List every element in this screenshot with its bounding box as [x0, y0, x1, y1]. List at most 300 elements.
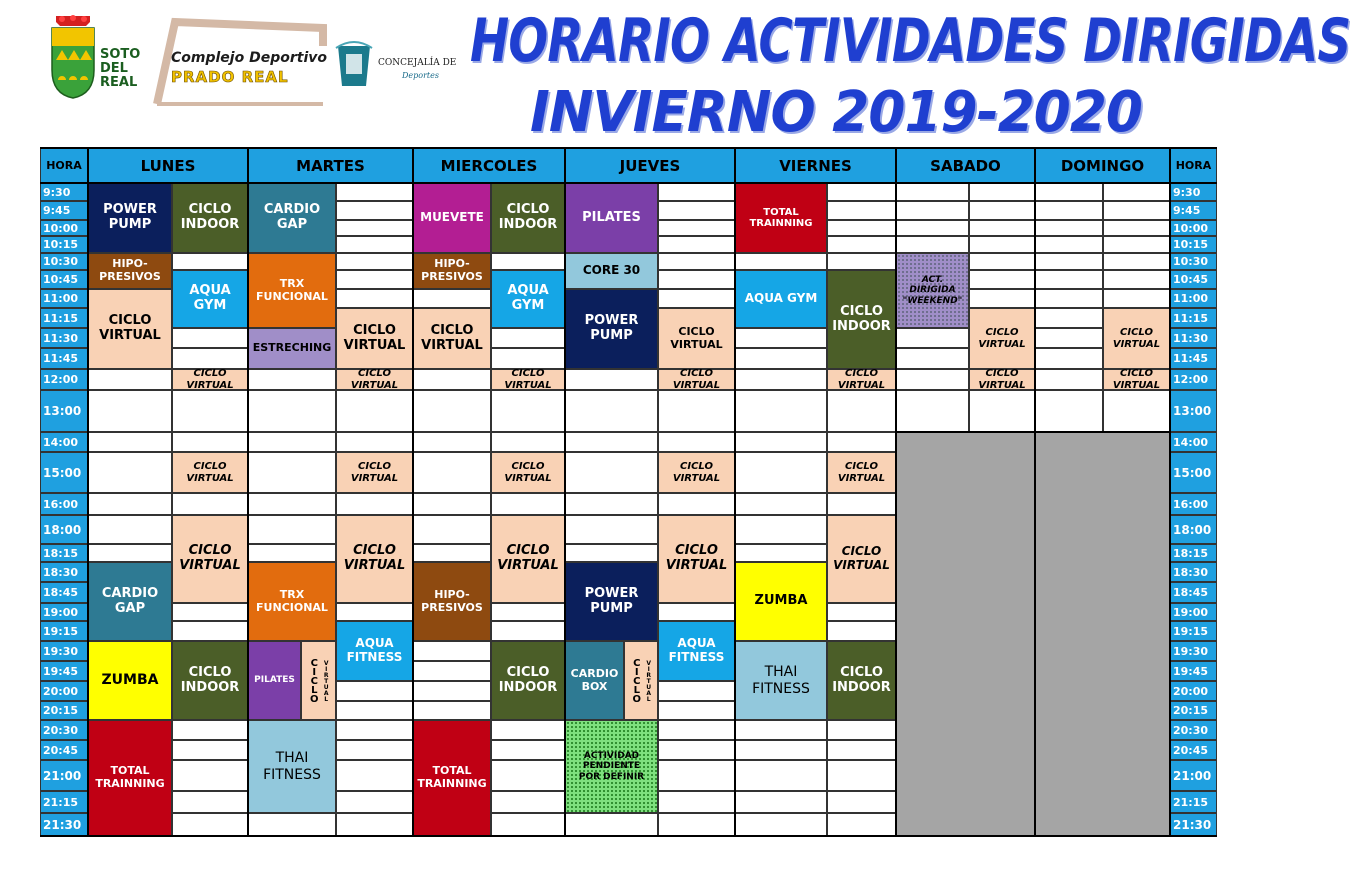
day-header-viernes: VIERNES — [735, 148, 896, 183]
day-header-martes: MARTES — [248, 148, 413, 183]
activity-jueves-power — [565, 562, 658, 641]
empty-slot — [491, 760, 565, 791]
activity-label: CICLO VIRTUAL — [350, 461, 399, 484]
empty-slot — [413, 544, 491, 562]
weekend-closed-border — [896, 431, 1170, 433]
empty-slot — [172, 348, 248, 369]
activity-label: CICLO INDOOR — [498, 664, 558, 695]
empty-slot — [735, 544, 827, 562]
prado-logo-line2: PRADO REAL — [171, 68, 289, 86]
time-label-left: 18:00 — [40, 515, 88, 544]
activity-label: HIPO- PRESIVOS — [421, 257, 483, 283]
time-label-left: 18:30 — [40, 562, 88, 582]
activity-miercoles-ciclo — [491, 369, 565, 390]
prado-logo-line1: Complejo Deportivo — [171, 50, 327, 66]
empty-slot — [491, 253, 565, 270]
empty-slot — [491, 813, 565, 836]
empty-slot — [658, 493, 735, 515]
activity-miercoles-hipo — [413, 253, 491, 289]
time-label-right: 18:15 — [1170, 544, 1217, 562]
empty-slot — [88, 515, 172, 544]
empty-slot — [1035, 348, 1103, 369]
empty-slot — [969, 236, 1035, 253]
activity-label: TRX FUNCIONAL — [256, 276, 328, 303]
empty-slot — [1103, 270, 1170, 289]
time-label-left: 14:00 — [40, 432, 88, 452]
activity-label: CICLO VIRTUAL — [350, 368, 399, 391]
time-label-right: 10:45 — [1170, 270, 1217, 289]
empty-slot — [658, 701, 735, 720]
activity-sabado-ciclo — [969, 369, 1035, 390]
empty-slot — [1103, 183, 1170, 201]
empty-slot — [658, 791, 735, 813]
activity-miercoles-ciclo — [413, 308, 491, 369]
activity-label: CICLO INDOOR — [180, 202, 240, 232]
empty-slot — [172, 720, 248, 740]
activity-viernes-ciclo — [827, 515, 896, 603]
empty-slot — [896, 220, 969, 236]
empty-slot — [413, 390, 491, 432]
activity-label: CARDIO GAP — [263, 202, 321, 232]
empty-slot — [336, 201, 413, 220]
concejalia-line1: CONCEJALÍA DE — [378, 58, 457, 68]
empty-slot — [658, 289, 735, 308]
empty-slot — [88, 493, 172, 515]
time-label-left: 11:30 — [40, 328, 88, 348]
activity-martes-ciclo — [336, 515, 413, 603]
activity-sublabel: VIRTUAL — [645, 659, 653, 702]
empty-slot — [658, 432, 735, 452]
time-label-right: 21:15 — [1170, 791, 1217, 813]
activity-martes-ciclo — [336, 452, 413, 493]
activity-label: CICLO VIRTUAL — [978, 368, 1026, 391]
table-bottom-border — [40, 835, 1217, 837]
time-label-right: 18:30 — [1170, 562, 1217, 582]
empty-slot — [896, 236, 969, 253]
activity-label: AQUA FITNESS — [668, 636, 725, 664]
empty-slot — [658, 201, 735, 220]
schedule-subtitle: INVIERNO 2019-2020 — [530, 80, 1142, 145]
activity-martes-ciclo — [336, 308, 413, 369]
day-divider — [247, 148, 249, 836]
activity-martes-ciclo — [336, 369, 413, 390]
empty-slot — [491, 348, 565, 369]
empty-slot — [413, 641, 491, 661]
empty-slot — [827, 390, 896, 432]
time-label-right: 18:00 — [1170, 515, 1217, 544]
empty-slot — [491, 621, 565, 641]
empty-slot — [658, 740, 735, 760]
activity-label: TOTAL TRAINNING — [417, 764, 487, 790]
activity-label: CORE 30 — [582, 263, 641, 278]
activity-lunes-ciclo — [172, 452, 248, 493]
empty-slot — [827, 720, 896, 740]
empty-slot — [336, 432, 413, 452]
empty-slot — [172, 813, 248, 836]
time-label-left: 18:45 — [40, 582, 88, 603]
empty-slot — [172, 621, 248, 641]
time-label-right: 19:45 — [1170, 661, 1217, 681]
day-divider — [87, 148, 89, 836]
activity-label: CICLO VIRTUAL — [978, 327, 1026, 350]
empty-slot — [735, 390, 827, 432]
activity-viernes-ciclo — [827, 270, 896, 369]
empty-slot — [336, 791, 413, 813]
empty-slot — [491, 493, 565, 515]
empty-slot — [413, 515, 491, 544]
empty-slot — [1103, 220, 1170, 236]
activity-miercoles-hipo — [413, 562, 491, 641]
empty-slot — [172, 493, 248, 515]
activity-label: TRX FUNCIONAL — [256, 587, 328, 614]
empty-slot — [735, 253, 827, 270]
time-label-right: 9:45 — [1170, 201, 1217, 220]
empty-slot — [336, 289, 413, 308]
empty-slot — [88, 369, 172, 390]
header-bottom-border — [40, 182, 1217, 184]
activity-sabado-ciclo — [969, 308, 1035, 369]
time-label-right: 13:00 — [1170, 390, 1217, 432]
empty-slot — [1035, 201, 1103, 220]
activity-label: TOTAL TRAINNING — [749, 206, 813, 229]
empty-slot — [658, 603, 735, 621]
empty-slot — [248, 493, 336, 515]
activity-label: CICLO INDOOR — [832, 303, 891, 334]
empty-slot — [413, 452, 491, 493]
activity-miercoles-aqua — [491, 270, 565, 328]
empty-slot — [735, 328, 827, 348]
empty-slot — [1103, 390, 1170, 432]
activity-label: HIPO- PRESIVOS — [99, 257, 161, 283]
empty-slot — [413, 369, 491, 390]
empty-slot — [336, 813, 413, 836]
time-label-left: 9:45 — [40, 201, 88, 220]
activity-label: CICLO — [631, 658, 643, 703]
empty-slot — [827, 236, 896, 253]
activity-label: CARDIO GAP — [101, 585, 159, 616]
activity-label: AQUA GYM — [744, 291, 818, 306]
activity-lunes-zumba — [88, 641, 172, 720]
empty-slot — [172, 740, 248, 760]
empty-slot — [248, 515, 336, 544]
activity-label: PILATES — [582, 209, 641, 225]
empty-slot — [1035, 308, 1103, 328]
activity-label: CICLO VIRTUAL — [670, 324, 723, 351]
empty-slot — [336, 720, 413, 740]
activity-jueves-cardio — [565, 641, 624, 720]
empty-slot — [827, 183, 896, 201]
day-divider — [1169, 148, 1171, 836]
activity-label: CICLO VIRTUAL — [343, 322, 406, 353]
empty-slot — [1035, 253, 1103, 270]
activity-label: ZUMBA — [101, 672, 159, 689]
empty-slot — [565, 390, 658, 432]
table-top-border — [40, 147, 1217, 149]
empty-slot — [658, 236, 735, 253]
activity-viernes-ciclo — [827, 369, 896, 390]
activity-jueves-core-30 — [565, 253, 658, 289]
day-divider — [412, 148, 414, 836]
activity-label: AQUA GYM — [189, 283, 231, 313]
empty-slot — [827, 603, 896, 621]
empty-slot — [969, 253, 1035, 270]
empty-slot — [1035, 390, 1103, 432]
time-label-right: 11:45 — [1170, 348, 1217, 369]
empty-slot — [658, 390, 735, 432]
empty-slot — [172, 603, 248, 621]
time-label-right: 12:00 — [1170, 369, 1217, 390]
day-header-sabado: SABADO — [896, 148, 1035, 183]
empty-slot — [735, 493, 827, 515]
empty-slot — [896, 348, 969, 369]
empty-slot — [336, 253, 413, 270]
empty-slot — [248, 452, 336, 493]
time-label-left: 9:30 — [40, 183, 88, 201]
soto-logo-text: SOTO DEL REAL — [100, 47, 141, 90]
time-label-left: 19:15 — [40, 621, 88, 641]
empty-slot — [658, 220, 735, 236]
activity-label: POWER PUMP — [103, 202, 157, 232]
empty-slot — [491, 328, 565, 348]
empty-slot — [735, 452, 827, 493]
time-label-right: 15:00 — [1170, 452, 1217, 493]
empty-slot — [969, 390, 1035, 432]
empty-slot — [491, 432, 565, 452]
time-label-left: 16:00 — [40, 493, 88, 515]
empty-slot — [827, 493, 896, 515]
empty-slot — [336, 183, 413, 201]
activity-label: THAI FITNESS — [752, 664, 810, 697]
activity-label: TOTAL TRAINNING — [95, 764, 165, 790]
empty-slot — [336, 681, 413, 701]
empty-slot — [1035, 289, 1103, 308]
empty-slot — [735, 369, 827, 390]
activity-label: CICLO VIRTUAL — [837, 461, 886, 484]
empty-slot — [565, 515, 658, 544]
activity-label: CICLO VIRTUAL — [1112, 327, 1161, 350]
time-label-right: 10:00 — [1170, 220, 1217, 236]
time-label-left: 21:00 — [40, 760, 88, 791]
time-label-right: 21:00 — [1170, 760, 1217, 791]
activity-label: CICLO INDOOR — [832, 664, 891, 695]
activity-jueves-aqua — [658, 621, 735, 681]
activity-viernes-total — [735, 183, 827, 253]
time-label-right: 20:00 — [1170, 681, 1217, 701]
empty-slot — [1035, 220, 1103, 236]
time-label-left: 11:45 — [40, 348, 88, 369]
empty-slot — [413, 289, 491, 308]
activity-martes-trx — [248, 562, 336, 641]
empty-slot — [1103, 201, 1170, 220]
activity-label: CICLO VIRTUAL — [421, 322, 483, 353]
time-label-left: 20:30 — [40, 720, 88, 740]
activity-label: CARDIO BOX — [570, 666, 619, 693]
empty-slot — [969, 183, 1035, 201]
empty-slot — [336, 236, 413, 253]
activity-label: AQUA GYM — [507, 283, 549, 313]
empty-slot — [969, 201, 1035, 220]
activity-sabado-act — [896, 253, 969, 328]
time-label-left: 19:45 — [40, 661, 88, 681]
activity-label: CICLO VIRTUAL — [837, 368, 886, 391]
empty-slot — [827, 432, 896, 452]
activity-miercoles-ciclo — [491, 183, 565, 253]
empty-slot — [658, 813, 735, 836]
activity-label: CICLO — [308, 658, 320, 703]
activity-miercoles-ciclo — [491, 452, 565, 493]
time-label-right: 11:15 — [1170, 308, 1217, 328]
empty-slot — [248, 432, 336, 452]
time-label-left: 13:00 — [40, 390, 88, 432]
empty-slot — [248, 813, 336, 836]
activity-label: CICLO VIRTUAL — [504, 461, 552, 484]
activity-label: CICLO VIRTUAL — [665, 543, 728, 573]
activity-label: ACTIVIDAD PENDIENTE POR DEFINIR — [578, 750, 645, 782]
empty-slot — [1035, 236, 1103, 253]
empty-slot — [735, 740, 827, 760]
time-label-right: 10:15 — [1170, 236, 1217, 253]
activity-label: POWER PUMP — [584, 585, 639, 616]
time-label-left: 10:30 — [40, 253, 88, 270]
empty-slot — [413, 432, 491, 452]
empty-slot — [491, 390, 565, 432]
time-label-right: 11:00 — [1170, 289, 1217, 308]
time-label-left: 15:00 — [40, 452, 88, 493]
empty-slot — [172, 791, 248, 813]
closed-block-domingo — [1035, 432, 1170, 836]
time-label-left: 20:00 — [40, 681, 88, 701]
hour-header-right: HORA — [1170, 148, 1217, 183]
empty-slot — [336, 493, 413, 515]
time-label-left: 18:15 — [40, 544, 88, 562]
empty-slot — [969, 289, 1035, 308]
time-label-left: 11:15 — [40, 308, 88, 328]
time-label-right: 14:00 — [1170, 432, 1217, 452]
activity-label: THAI FITNESS — [263, 750, 321, 783]
empty-slot — [491, 720, 565, 740]
time-label-right: 18:45 — [1170, 582, 1217, 603]
day-header-domingo: DOMINGO — [1035, 148, 1170, 183]
day-divider — [1034, 148, 1036, 836]
schedule-title: HORARIO ACTIVIDADES DIRIGIDAS — [470, 6, 1350, 76]
empty-slot — [827, 791, 896, 813]
empty-slot — [1035, 183, 1103, 201]
activity-jueves-ciclo — [658, 452, 735, 493]
empty-slot — [336, 220, 413, 236]
activity-jueves-ciclo — [658, 369, 735, 390]
activity-lunes-power — [88, 183, 172, 253]
activity-label: AQUA FITNESS — [346, 636, 403, 664]
empty-slot — [896, 369, 969, 390]
activity-jueves-ciclo — [658, 515, 735, 603]
empty-slot — [658, 760, 735, 791]
time-label-right: 21:30 — [1170, 813, 1217, 836]
empty-slot — [735, 348, 827, 369]
time-label-right: 10:30 — [1170, 253, 1217, 270]
empty-slot — [248, 369, 336, 390]
hour-header-left: HORA — [40, 148, 88, 183]
empty-slot — [1035, 328, 1103, 348]
empty-slot — [735, 791, 827, 813]
activity-label: CICLO VIRTUAL — [343, 543, 406, 573]
empty-slot — [735, 515, 827, 544]
activity-miercoles-ciclo — [491, 641, 565, 720]
empty-slot — [896, 328, 969, 348]
time-label-right: 9:30 — [1170, 183, 1217, 201]
empty-slot — [413, 701, 491, 720]
empty-slot — [248, 390, 336, 432]
time-label-right: 19:00 — [1170, 603, 1217, 621]
empty-slot — [827, 621, 896, 641]
activity-lunes-total — [88, 720, 172, 836]
empty-slot — [565, 493, 658, 515]
empty-slot — [658, 720, 735, 740]
empty-slot — [336, 740, 413, 760]
activity-label: CICLO INDOOR — [180, 664, 240, 695]
empty-slot — [565, 452, 658, 493]
activity-label: CICLO VIRTUAL — [1112, 368, 1161, 391]
activity-viernes-zumba — [735, 562, 827, 641]
activity-lunes-hipo — [88, 253, 172, 289]
day-divider — [564, 148, 566, 836]
empty-slot — [336, 701, 413, 720]
empty-slot — [172, 390, 248, 432]
empty-slot — [336, 270, 413, 289]
activity-jueves-ciclo — [658, 308, 735, 369]
activity-label: CICLO VIRTUAL — [179, 543, 241, 573]
time-label-right: 20:15 — [1170, 701, 1217, 720]
time-label-left: 10:45 — [40, 270, 88, 289]
time-label-left: 19:30 — [40, 641, 88, 661]
empty-slot — [658, 681, 735, 701]
empty-slot — [413, 681, 491, 701]
empty-slot — [658, 270, 735, 289]
activity-viernes-thai — [735, 641, 827, 720]
empty-slot — [172, 760, 248, 791]
empty-slot — [491, 740, 565, 760]
empty-slot — [336, 760, 413, 791]
activity-label: CICLO VIRTUAL — [672, 368, 721, 391]
empty-slot — [827, 740, 896, 760]
activity-miercoles-total — [413, 720, 491, 836]
activity-label: CICLO VIRTUAL — [186, 368, 234, 391]
activity-label: CICLO VIRTUAL — [833, 544, 890, 572]
closed-block-sabado — [896, 432, 1035, 836]
day-divider — [734, 148, 736, 836]
empty-slot — [827, 760, 896, 791]
activity-label: ACT. DIRIGIDA "WEEKEND" — [902, 274, 963, 306]
activity-lunes-ciclo — [172, 515, 248, 603]
empty-slot — [827, 253, 896, 270]
activity-lunes-ciclo — [172, 183, 248, 253]
empty-slot — [1035, 369, 1103, 390]
empty-slot — [248, 544, 336, 562]
concejalia-line2: Deportes — [402, 71, 439, 80]
empty-slot — [172, 432, 248, 452]
day-divider — [895, 148, 897, 836]
activity-lunes-cardio — [88, 562, 172, 641]
time-label-left: 19:00 — [40, 603, 88, 621]
empty-slot — [735, 760, 827, 791]
activity-miercoles-ciclo — [491, 515, 565, 603]
empty-slot — [658, 183, 735, 201]
empty-slot — [658, 253, 735, 270]
activity-label: ESTRECHING — [252, 341, 332, 355]
activity-label: CICLO VIRTUAL — [99, 313, 161, 343]
activity-lunes-ciclo — [88, 289, 172, 369]
time-label-left: 20:45 — [40, 740, 88, 760]
empty-slot — [88, 544, 172, 562]
